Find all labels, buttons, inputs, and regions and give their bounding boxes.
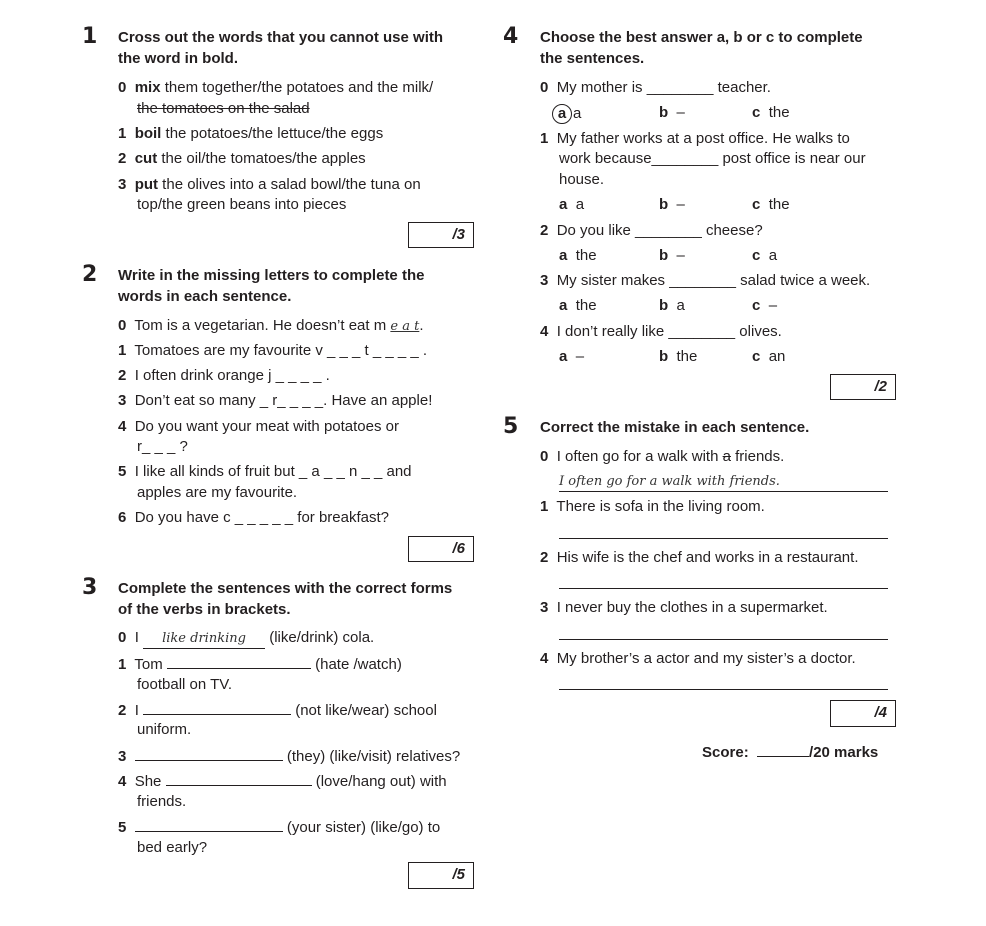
ex5-item-1-answer-line[interactable] <box>559 538 888 539</box>
ex5-item-0-answer: I often go for a walk with friends. <box>559 473 888 492</box>
ex2-score-box[interactable]: /6 <box>408 536 474 562</box>
ex3-item-2: 2 I (not like/wear) school <box>118 702 437 719</box>
ex3-score-box[interactable]: /5 <box>408 862 474 889</box>
exercise-4-number: 4 <box>503 24 519 49</box>
ex4-item-3: 3 My sister makes ________ salad twice a week. <box>540 272 871 289</box>
ex2-item-4-cont: r_ _ _ ? <box>137 438 188 455</box>
ex5-item-3: 3 I never buy the clothes in a supermarket. <box>540 599 828 616</box>
ex2-item-0: 0 Tom is a vegetarian. He doesn’t eat m e a t. <box>118 317 424 334</box>
ex4-item-4-option-c[interactable]: c an <box>752 348 786 365</box>
ex4-item-2: 2 Do you like ________ cheese? <box>540 222 763 239</box>
ex1-item-1: 1 boil the potatoes/the lettuce/the eggs <box>118 125 384 142</box>
ex3-item-0: 0 I like drinking (like/drink) cola. <box>118 629 374 649</box>
ex4-item-2-option-b[interactable]: b – <box>659 247 685 264</box>
exercise-3-instruction: Complete the sentences with the correct forms of the verbs in brackets. <box>118 580 453 618</box>
ex5-item-3-answer-line[interactable] <box>559 639 888 640</box>
exercise-5-instruction: Correct the mistake in each sentence. <box>540 419 810 436</box>
ex2-item-5: 5 I like all kinds of fruit but _ a _ _ n _ _ and <box>118 463 412 480</box>
ex3-item-1: 1 Tom (hate /watch) <box>118 656 402 673</box>
ex2-item-5-cont: apples are my favourite. <box>137 484 298 501</box>
ex1-item-3: 3 put the olives into a salad bowl/the tuna on <box>118 176 421 193</box>
exercise-2-number: 2 <box>82 262 98 287</box>
ex4-item-2-option-a[interactable]: a the <box>559 247 597 264</box>
ex2-item-6: 6 Do you have c _ _ _ _ _ for breakfast? <box>118 509 390 526</box>
ex3-item-1-cont: football on TV. <box>137 676 233 693</box>
ex4-item-4-option-b[interactable]: b the <box>659 348 698 365</box>
ex5-item-4-answer-line[interactable] <box>559 689 888 690</box>
ex1-item-0-crossed: the tomatoes on the salad <box>137 100 310 117</box>
exercise-2-instruction: Write in the missing letters to complete the words in each sentence. <box>118 267 425 305</box>
ex5-item-0: 0 I often go for a walk with a friends. <box>540 448 785 465</box>
ex2-item-3: 3 Don’t eat so many _ r_ _ _ _. Have an apple! <box>118 392 433 409</box>
ex4-item-4-option-a[interactable]: a – <box>559 348 585 365</box>
ex4-item-1-line3: house. <box>559 171 605 188</box>
ex2-item-4: 4 Do you want your meat with potatoes or <box>118 418 399 435</box>
ex4-item-0-option-c[interactable]: c the <box>752 104 790 121</box>
ex5-item-1: 1 There is sofa in the living room. <box>540 498 765 515</box>
ex2-item-2: 2 I often drink orange j _ _ _ _ . <box>118 367 330 384</box>
ex3-item-5-cont: bed early? <box>137 839 208 856</box>
ex4-item-0-option-b[interactable]: b – <box>659 104 685 121</box>
exercise-3-number: 3 <box>82 575 98 600</box>
total-score: Score: /20 marks <box>702 744 879 761</box>
ex4-item-1: 1 My father works at a post office. He walks to <box>540 130 850 147</box>
ex4-item-0: 0 My mother is ________ teacher. <box>540 79 771 96</box>
ex1-item-3-cont: top/the green beans into pieces <box>137 196 347 213</box>
ex5-score-box[interactable]: /4 <box>830 700 896 727</box>
ex4-item-1-option-c[interactable]: c the <box>752 196 790 213</box>
ex1-item-2: 2 cut the oil/the tomatoes/the apples <box>118 150 366 167</box>
ex4-item-3-option-c[interactable]: c – <box>752 297 778 314</box>
total-score-field[interactable] <box>757 743 809 757</box>
ex4-item-1-line2: work because________ post office is near our <box>559 150 866 167</box>
ex4-item-1-option-b[interactable]: b – <box>659 196 685 213</box>
exercise-1-instruction: Cross out the words that you cannot use with the word in bold. <box>118 29 444 67</box>
ex5-item-2-answer-line[interactable] <box>559 588 888 589</box>
ex1-score-box[interactable]: /3 <box>408 222 474 248</box>
ex1-item-0: 0 mix them together/the potatoes and the milk/ <box>118 79 434 96</box>
exercise-5-number: 5 <box>503 414 519 439</box>
ex5-item-4: 4 My brother’s a actor and my sister’s a doctor. <box>540 650 856 667</box>
ex4-score-box[interactable]: /2 <box>830 374 896 400</box>
exercise-1-number: 1 <box>82 24 98 49</box>
ex4-item-3-option-a[interactable]: a the <box>559 297 597 314</box>
exercise-4-instruction: Choose the best answer a, b or c to complete the sentences. <box>540 29 863 67</box>
ex3-item-3: 3 (they) (like/visit) relatives? <box>118 748 461 765</box>
ex4-item-3-option-b[interactable]: b a <box>659 297 685 314</box>
ex3-item-5: 5 (your sister) (like/go) to <box>118 819 441 836</box>
ex4-item-2-option-c[interactable]: c a <box>752 247 778 264</box>
ex3-item-4: 4 She (love/hang out) with <box>118 773 447 790</box>
ex2-item-1: 1 Tomatoes are my favourite v _ _ _ t _ _ _ _ . <box>118 342 428 359</box>
ex4-item-1-option-a[interactable]: a a <box>559 196 585 213</box>
ex5-item-2: 2 His wife is the chef and works in a restaurant. <box>540 549 859 566</box>
ex3-item-2-cont: uniform. <box>137 721 192 738</box>
ex4-item-4: 4 I don’t really like ________ olives. <box>540 323 782 340</box>
ex4-item-0-option-a-selected[interactable]: a a <box>552 104 581 124</box>
ex3-item-4-cont: friends. <box>137 793 187 810</box>
